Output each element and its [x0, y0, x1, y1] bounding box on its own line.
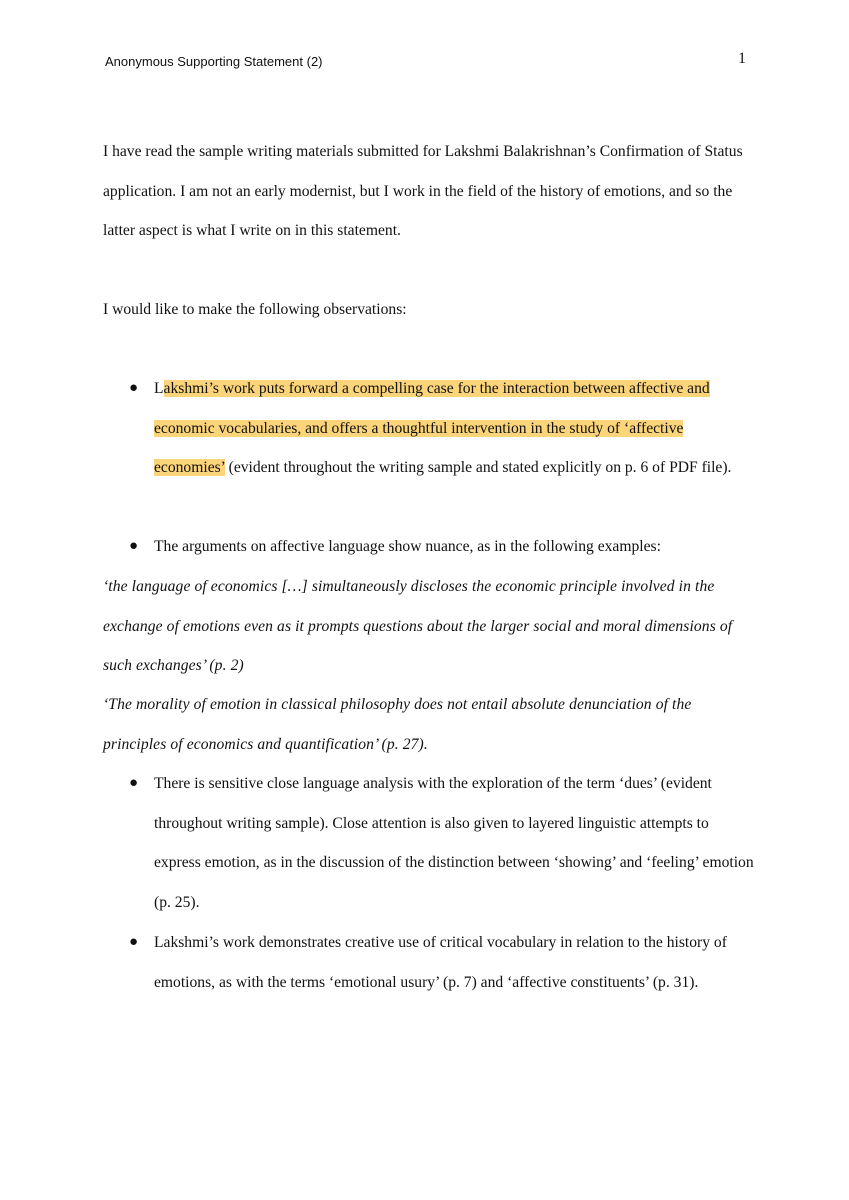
page-number: 1	[738, 50, 746, 67]
intro-paragraph: I have read the sample writing materials submitted for Lakshmi Balakrishnan’s Confirmation of Status application. I am not an early modernist, but I work in the field of the history of emotions, and so the latter aspect is what I write on in this statement.	[103, 143, 743, 239]
bullet-1-first-letter: L	[154, 380, 164, 397]
bullet-marker: ●	[129, 775, 139, 791]
bullet-item-2	[129, 527, 754, 567]
bullet-4-text: Lakshmi’s work demonstrates creative use of critical vocabulary in relation to the history of emotions, as with the terms ‘emotional usury’ (p. 7) and ‘affective constituents’ (p. 31).	[154, 934, 727, 991]
bullet-2-text: The arguments on affective language show nuance, as in the following examples:	[154, 538, 661, 555]
quote-2: ‘The morality of emotion in classical philosophy does not entail absolute denunciation of the principles of economics and quantification’ (p. 27).	[103, 696, 692, 753]
bullet-item-1	[129, 369, 754, 488]
quote-1: ‘the language of economics […] simultaneously discloses the economic principle involved in the exchange of emotions even as it prompts questions about the larger social and moral dimensions of such exchanges’ (p. 2)	[103, 578, 733, 674]
bullet-item-3	[129, 764, 754, 922]
bullet-marker: ●	[129, 380, 139, 396]
bullet-marker: ●	[129, 934, 139, 950]
lead-paragraph: I would like to make the following observations:	[103, 301, 407, 318]
bullet-1-rest: (evident throughout the writing sample and stated explicitly on p. 6 of PDF file).	[224, 459, 732, 476]
bullet-3-text: There is sensitive close language analysis with the exploration of the term ‘dues’ (evident throughout writing sample). Close attention is also given to layered linguistic attempts to express emotion, as in the discussion of the distinction between ‘showing’ and ‘feeling’ emotion (p. 25).	[154, 775, 754, 911]
bullet-marker: ●	[129, 538, 139, 554]
header-title: Anonymous Supporting Statement (2)	[105, 54, 323, 69]
highlighted-text: akshmi’s work puts forward a compelling case for the interaction between affective and economic vocabularies, and offers a thoughtful intervention in the study of ‘affective economies’	[154, 380, 710, 476]
bullet-item-4	[129, 923, 754, 1002]
